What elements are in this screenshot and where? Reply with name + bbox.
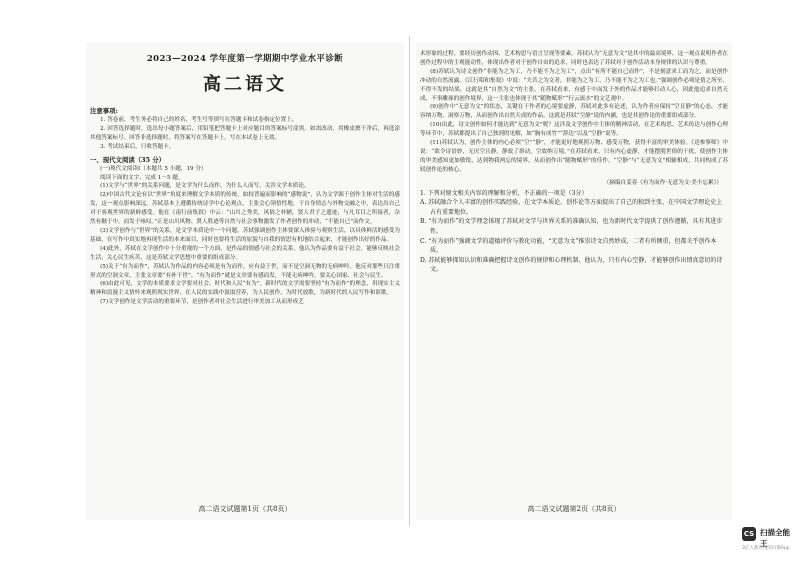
passage-paragraph: (3)文学创作与“世界”的关系，是文学本质论中一个问题。苏轼强调创作主体要深入体验与观察生活，以具体鲜活的感受为基础，在写作中真实地再现生活的本来面目，同时也要将生活的原貌与自我的情思有机地结合起来，才能创作出好的作品。 bbox=[90, 227, 400, 243]
exam-header: 2023—2024 学年度第一学期期中学业水平诊断 bbox=[146, 54, 344, 64]
camscanner-app-name: 扫描全能王 bbox=[760, 528, 790, 548]
answer-option-c: C. “有为而作”强调文学的道德评价与教化功能，“无意为文”推崇诗文自然妙成，二者有所侧重，但都关乎创作本质。 bbox=[420, 237, 717, 255]
passage-paragraph: (10)由此，诗文创作如何才能达到“无意为文”呢？这涉及文学创作中主体的精神活动，在艺术构思、艺术传达与创作心理等环节中，苏轼都提出了自己独到的见解，如“胸有成竹”“辞达”以及“空静”说等。 bbox=[420, 122, 728, 138]
passage-paragraph: (7)文学创作是文学活动的重要环节，是创作者对社会生活进行审美加工从而形成艺 bbox=[100, 299, 304, 306]
left-page bbox=[86, 42, 404, 520]
page-footer: 高二语文试题第2页（共8页） bbox=[527, 505, 621, 513]
note-item: 3. 考试结束后，只收答题卡。 bbox=[100, 143, 175, 150]
answer-option-b: B. “有为而作”的文学理念体现了苏轼对文学与世界关系的准确认知，也为新时代文学提供了创作遵循，具有其进步性。 bbox=[420, 218, 723, 236]
passage-source: （摘编自姜春《有为而作·无意为文·美丰忘累》） bbox=[603, 179, 722, 186]
answer-option-d: D. 苏轼能够探知认识和准确把握诗文创作的规律和心理机制，他认为，只有内心空静，才能够创作出情真意切的诗文。 bbox=[420, 256, 723, 274]
passage-paragraph: (5)关于“有为而作”，苏轼认为作品的内容必须是有为而作，应有益于世，而不是空洞无物的无病呻吟，他反对那些只注重形式的空洞文章，主张文章要“有补于世”。“有为而作”就是文章要有感而发，不能无病呻吟，要关心国家、社会与民生。 bbox=[90, 263, 400, 279]
note-item: 1. 答卷前，考生务必将自己的姓名、考生号等填写在答题卡和试卷指定位置上。 bbox=[100, 117, 298, 123]
page-footer: 高二语文试题第1页（共8页） bbox=[198, 505, 292, 513]
camscanner-tagline: 3亿人都在用的扫描App bbox=[742, 546, 790, 551]
passage-paragraph: (6)由此可见，文学的本质要求文学要对社会、时代和人民“有为”。新时代的文学需要坚持“有为而作”的理念，用现实主义精神和浪漫主义情怀来观照现实世界，在人民的实践中汲取营养，为人民创作，为时代放歌，为新时代的人民写作和讴歌。 bbox=[90, 281, 400, 297]
camscanner-logo-icon: CS bbox=[742, 527, 756, 541]
right-page bbox=[416, 42, 732, 520]
passage-paragraph: 术形象的过程。要经历创作动因、艺术构思与语言呈现等要素。苏轼认为“无意为文”是其中的最高境界，这一观点说明作者在创作过程中的主观能动性，体现出作者对于创作自由的追求，同时也表达了苏轼对于创作活动本身规律的认识与尊重。 bbox=[420, 51, 728, 66]
passage-paragraph: (1)文学与“世界”的关系问题，是文学为什么而作，为什么人而写，关涉文学本质论。 bbox=[100, 183, 310, 190]
section-heading: 一、现代文阅读（35 分） bbox=[90, 155, 166, 164]
subsection-heading: (一)现代文阅读Ⅰ（本题共 5 小题，19 分） bbox=[100, 165, 207, 172]
passage-paragraph: (2)中国古代文论有以“世界”角度来理解文学本质的传统，如较普遍而影响的“感物说”，认为文学源于创作主体对生活的感发，这一观点影响深远。苏轼基本上遵循传统诗学中心论观点，主张会心领悟性地，于自身情志与外物交融之中，表达出自己对于客观世界的新鲜感受。他在《南行前集叙》中云：“山川之秀美，风俗之朴陋，贤人君子之遗迹，与凡耳目之所接者，杂然有触于中，而发于咏叹。”正是山川风物、贤人胜迹等自然与社会事物激发了作者创作的冲动，“不能自已”而作文。 bbox=[90, 192, 400, 226]
passage-paragraph: (11)苏轼认为，创作主体的内心必须“空”“静”，才能更好地观照万物、感受万物，获得丰富的审美体验。《送参寥师》中说：“欲令诗语妙，无厌空且静。静故了群动，空故纳万境。”在苏轼看来，只有内心虚静，才能摆脱世俗的干扰，使创作主体的审美感知更加敏锐，达到物我两忘的境界，从而创作出“随物赋形”的佳作。“空静”与“无意为文”相辅相成，共同构成了苏轼创作论的核心。 bbox=[420, 140, 728, 173]
passage-paragraph: (8)苏轼认为诗文创作“非能为之为工，乃不能不为之为工”，点出“有所不能自已而作”，不是刻意求工而为之，而是创作冲动的自然流露。《江行唱和集叙》中说：“夫昔之为文者，非能为之为工，乃不能不为之为工也。”强调创作必须是情之所至、不得不发的结果，这就是其“自然为文”的主张。在苏轼看来，有感于中而发于外的作品才能够打动人心，因此他追求自然天成、不事雕琢的创作境界，这一主张也体现于其“随物赋形”“行云流水”的文艺观中。 bbox=[420, 68, 728, 102]
question-stem: 1. 下列对原文相关内容的理解和分析，不正确的一项是（3分） bbox=[420, 189, 588, 197]
reading-intro: 阅读下面的文字，完成 1～5 题。 bbox=[100, 174, 184, 181]
passage-paragraph: (9)创作中“无意为文”的状态，关键在于作者的心境要虚静，苏轼对此多有论述，认为作者应保持“空且静”的心态，才能容纳万物、洞察万物，从而创作出自然天成的作品。这就是苏轼“空静”说的内涵，也是其创作论的重要组成部分。 bbox=[420, 104, 728, 120]
passage-paragraph: (4)此外，苏轼在文学创作中十分重视的一个方面，是作品的情感与社会的关系，他认为作品要有益于社会，能够反映社会生活，关心民生疾苦，这是苏轼文学思想中重要的组成部分。 bbox=[90, 245, 400, 261]
page-divider bbox=[409, 36, 410, 526]
note-item: 2. 回答选择题时，选出每小题答案后，用铅笔把答题卡上对应题目的答案标号涂黑。如需改动，用橡皮擦干净后，再选涂其他答案标号。回答非选择题时，将答案写在答题卡上，写在本试卷上无效。 bbox=[90, 125, 400, 141]
notes-title: 注意事项: bbox=[90, 107, 118, 115]
answer-option-a: A. 苏轼融合个人丰富的创作实践经验，在文学本质论、创作论等方面提出了自己的独到主张，在中国文学理论史上占有重要地位。 bbox=[420, 199, 723, 216]
exam-title: 高二语文 bbox=[203, 74, 287, 95]
